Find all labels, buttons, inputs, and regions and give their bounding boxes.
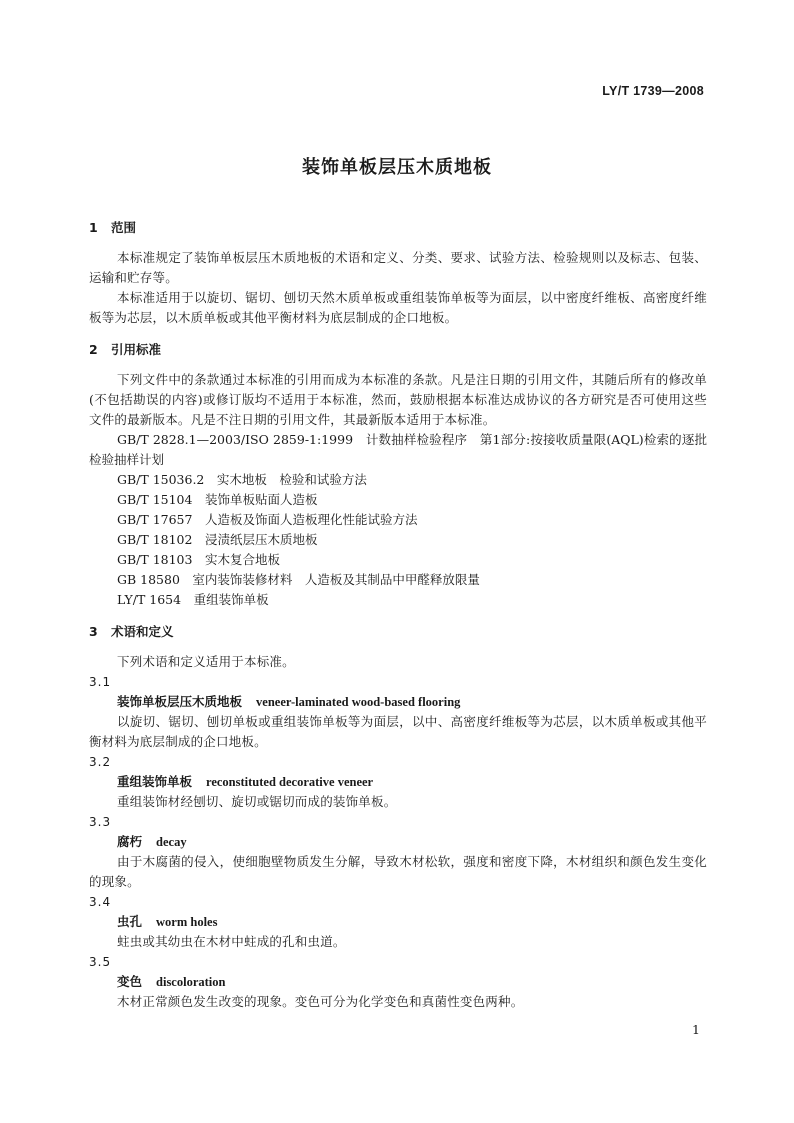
term-number: 3.1 bbox=[89, 675, 112, 689]
terms-intro: 下列术语和定义适用于本标准。 bbox=[117, 654, 295, 669]
term-heading bbox=[89, 832, 707, 852]
section-title: 术语和定义 bbox=[111, 624, 174, 639]
section-title: 引用标准 bbox=[111, 342, 162, 357]
term-english: reconstituted decorative veneer bbox=[206, 775, 374, 789]
term-chinese: 虫孔 bbox=[117, 914, 143, 929]
term-definition: 以旋切、锯切、刨切单板或重组装饰单板等为面层，以中、高密度纤维板等为芯层，以木质单板或其他平衡材料为底层制成的企口地板。 bbox=[89, 714, 707, 749]
term-english: worm holes bbox=[156, 915, 218, 929]
section-number: 3 bbox=[89, 624, 98, 639]
term-heading bbox=[89, 912, 707, 932]
term-english: decay bbox=[156, 835, 187, 849]
scope-paragraph-2: 本标准适用于以旋切、锯切、刨切天然木质单板或重组装饰单板等为面层，以中密度纤维板、高密度纤维板等为芯层，以木质单板或其他平衡材料为底层制成的企口地板。 bbox=[89, 290, 707, 325]
document-title: 装饰单板层压木质地板 bbox=[302, 157, 492, 178]
term-number: 3.2 bbox=[89, 755, 112, 769]
term-definition: 蛀虫或其幼虫在木材中蛀成的孔和虫道。 bbox=[117, 934, 346, 949]
term-3-3 bbox=[89, 812, 707, 892]
term-chinese: 腐朽 bbox=[117, 834, 143, 849]
section-title: 范围 bbox=[111, 220, 137, 235]
term-chinese: 装饰单板层压木质地板 bbox=[117, 694, 243, 709]
term-number: 3.5 bbox=[89, 955, 112, 969]
reference-item: LY/T 1654 重组装饰单板 bbox=[117, 592, 269, 607]
term-definition: 由于木腐菌的侵入，使细胞壁物质发生分解，导致木材松软，强度和密度下降，木材组织和颜色发生变化的现象。 bbox=[89, 854, 707, 889]
standard-code: LY/T 1739—2008 bbox=[602, 84, 704, 98]
reference-item: GB/T 18103 实木复合地板 bbox=[117, 552, 280, 567]
section-1-heading bbox=[89, 218, 707, 238]
document-body bbox=[89, 218, 707, 1012]
term-number: 3.4 bbox=[89, 895, 112, 909]
reference-item: GB/T 18102 浸渍纸层压木质地板 bbox=[117, 532, 318, 547]
term-english: veneer-laminated wood-based flooring bbox=[256, 695, 461, 709]
term-heading bbox=[89, 692, 707, 712]
term-english: discoloration bbox=[156, 975, 226, 989]
reference-item: GB/T 2828.1—2003/ISO 2859-1:1999 计数抽样检验程序 第1部分:按接收质量限(AQL)检索的逐批检验抽样计划 bbox=[89, 432, 707, 467]
term-3-5 bbox=[89, 952, 707, 1012]
term-number: 3.3 bbox=[89, 815, 112, 829]
term-heading bbox=[89, 972, 707, 992]
section-2-heading bbox=[89, 340, 707, 360]
scope-paragraph-1: 本标准规定了装饰单板层压木质地板的术语和定义、分类、要求、试验方法、检验规则以及标志、包装、运输和贮存等。 bbox=[89, 250, 707, 285]
term-chinese: 变色 bbox=[117, 974, 143, 989]
section-number: 1 bbox=[89, 220, 98, 235]
reference-item: GB/T 15036.2 实木地板 检验和试验方法 bbox=[117, 472, 367, 487]
reference-item: GB 18580 室内装饰装修材料 人造板及其制品中甲醛释放限量 bbox=[117, 572, 480, 587]
term-3-2 bbox=[89, 752, 707, 812]
section-3-heading bbox=[89, 622, 707, 642]
references-intro: 下列文件中的条款通过本标准的引用而成为本标准的条款。凡是注日期的引用文件，其随后所有的修改单(不包括勘误的内容)或修订版均不适用于本标准，然而，鼓励根据本标准达成协议的各方研究是否可使用这些文件的最新版本。凡是不注日期的引用文件，其最新版本适用于本标准。 bbox=[89, 372, 707, 427]
section-number: 2 bbox=[89, 342, 98, 357]
term-3-4 bbox=[89, 892, 707, 952]
term-chinese: 重组装饰单板 bbox=[117, 774, 193, 789]
term-heading bbox=[89, 772, 707, 792]
term-definition: 重组装饰材经刨切、旋切或锯切而成的装饰单板。 bbox=[117, 794, 397, 809]
term-3-1 bbox=[89, 672, 707, 752]
reference-item: GB/T 15104 装饰单板贴面人造板 bbox=[117, 492, 318, 507]
reference-item: GB/T 17657 人造板及饰面人造板理化性能试验方法 bbox=[117, 512, 418, 527]
term-definition: 木材正常颜色发生改变的现象。变色可分为化学变色和真菌性变色两种。 bbox=[117, 994, 524, 1009]
page-number: 1 bbox=[692, 1022, 700, 1037]
